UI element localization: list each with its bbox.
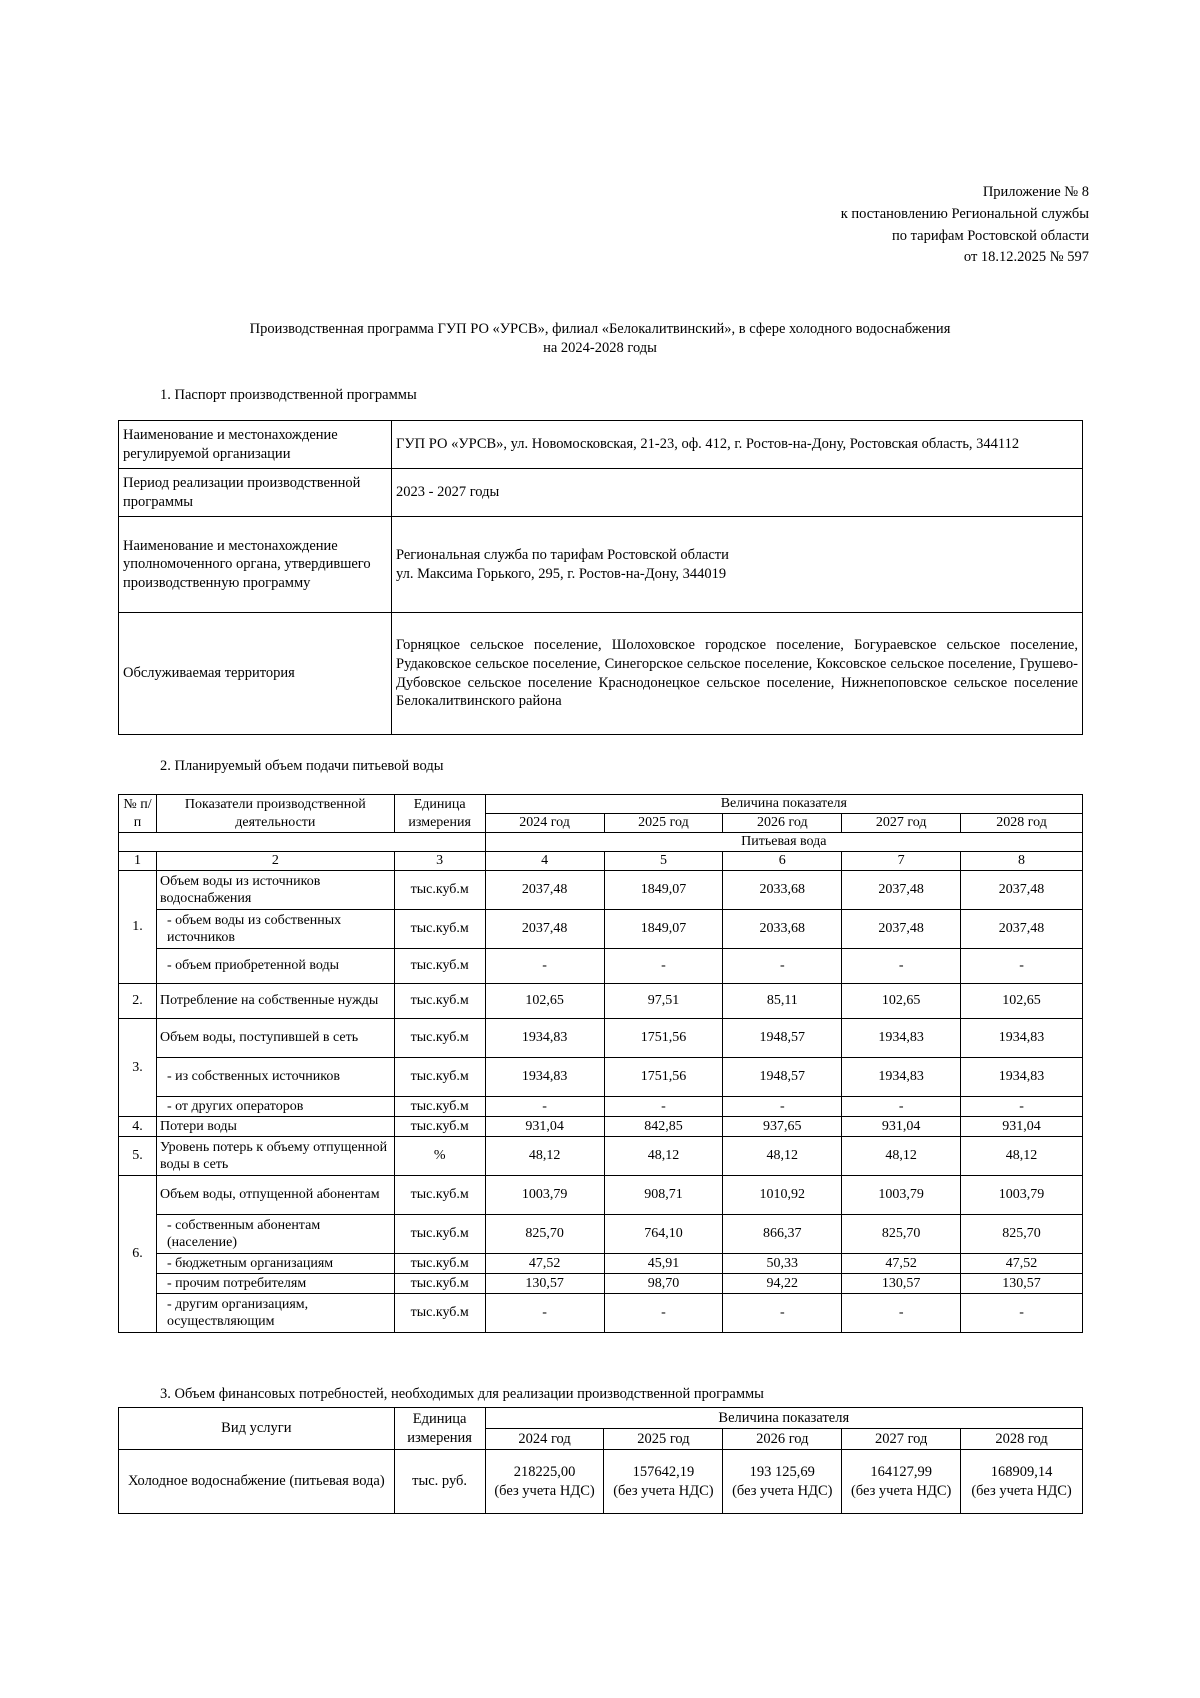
value-cell: -	[723, 1294, 842, 1333]
value-cell: 85,11	[723, 984, 842, 1019]
table-row	[119, 910, 1083, 949]
column-number: 6	[723, 852, 842, 871]
value-cell: 1010,92	[723, 1176, 842, 1215]
header-unit: Единица измерения	[394, 795, 485, 833]
table-row	[119, 1117, 1083, 1137]
table-row	[119, 1215, 1083, 1254]
passport-row	[119, 469, 1083, 517]
section1-heading: 1. Паспорт производственной программы	[160, 387, 417, 403]
fin-header-value: Величина показателя	[485, 1408, 1082, 1429]
value-cell: 48,12	[723, 1137, 842, 1176]
passport-label: Обслуживаемая территория	[119, 613, 392, 735]
indicator-name: Объем воды из источников водоснабжения	[156, 871, 394, 910]
value-cell: 1003,79	[961, 1176, 1083, 1215]
value-cell: 2033,68	[723, 910, 842, 949]
column-numbers-row	[119, 852, 1083, 871]
fin-header-year: 2025 год	[604, 1429, 723, 1450]
authority-name: Региональная служба по тарифам Ростовской области	[396, 546, 729, 563]
value-cell: 48,12	[842, 1137, 961, 1176]
value-cell: 1849,07	[604, 871, 723, 910]
value-cell: 94,22	[723, 1274, 842, 1294]
fin-note: (без учета НДС)	[613, 1482, 714, 1499]
table-row	[119, 949, 1083, 984]
indicator-name: Потери воды	[156, 1117, 394, 1137]
value-cell: -	[604, 1294, 723, 1333]
value-cell: 1003,79	[485, 1176, 604, 1215]
table-row	[119, 1097, 1083, 1117]
column-number: 4	[485, 852, 604, 871]
row-number: 4.	[119, 1117, 157, 1137]
value-cell: 1934,83	[961, 1019, 1083, 1058]
value-cell: 825,70	[485, 1215, 604, 1254]
value-cell: 47,52	[842, 1254, 961, 1274]
passport-value: ГУП РО «УРСВ», ул. Новомосковская, 21-23, оф. 412, г. Ростов-на-Дону, Ростовская область, 344112	[392, 421, 1083, 469]
value-cell: 2037,48	[842, 871, 961, 910]
value-cell: 45,91	[604, 1254, 723, 1274]
value-cell: 1948,57	[723, 1058, 842, 1097]
row-number: 3.	[119, 1019, 157, 1117]
value-cell: -	[961, 1097, 1083, 1117]
document-title	[118, 320, 1082, 358]
value-cell: 2037,48	[485, 910, 604, 949]
header-water-type: Питьевая вода	[485, 833, 1082, 852]
passport-row	[119, 613, 1083, 735]
passport-label: Наименование и местонахождение регулируемой организации	[119, 421, 392, 469]
passport-row	[119, 421, 1083, 469]
indicator-name: - объем воды из собственных источников	[156, 910, 394, 949]
table-row	[119, 1176, 1083, 1215]
fin-header-year: 2026 год	[723, 1429, 842, 1450]
value-cell: -	[723, 949, 842, 984]
table-row	[119, 1294, 1083, 1333]
value-cell: 931,04	[485, 1117, 604, 1137]
unit-cell: тыс.куб.м	[394, 984, 485, 1019]
table-row	[119, 871, 1083, 910]
passport-label: Наименование и местонахождение уполномоченного органа, утвердившего производственную программу	[119, 517, 392, 613]
passport-label: Период реализации производственной программы	[119, 469, 392, 517]
fin-note: (без учета НДС)	[494, 1482, 595, 1499]
water-supply-body	[119, 871, 1083, 1333]
indicator-name: - от других операторов	[156, 1097, 394, 1117]
value-cell: 2033,68	[723, 871, 842, 910]
authority-address: ул. Максима Горького, 295, г. Ростов-на-Дону, 344019	[396, 565, 727, 582]
value-cell: 102,65	[961, 984, 1083, 1019]
fin-header-year: 2028 год	[961, 1429, 1083, 1450]
header-year: 2024 год	[485, 814, 604, 833]
header-year: 2027 год	[842, 814, 961, 833]
indicator-name: Объем воды, поступившей в сеть	[156, 1019, 394, 1058]
annex-line-2: к постановлению Региональной службы	[840, 205, 1089, 222]
annex-line-4: от 18.12.2025 № 597	[963, 249, 1089, 266]
value-cell: 2037,48	[961, 871, 1083, 910]
fin-header-service: Вид услуги	[119, 1408, 395, 1450]
passport-value: 2023 - 2027 годы	[392, 469, 1083, 517]
unit-cell: тыс.куб.м	[394, 1294, 485, 1333]
value-cell: 48,12	[604, 1137, 723, 1176]
passport-value	[392, 517, 1083, 613]
passport-row	[119, 517, 1083, 613]
value-cell: 931,04	[842, 1117, 961, 1137]
value-cell: 1751,56	[604, 1019, 723, 1058]
value-cell: 825,70	[961, 1215, 1083, 1254]
fin-data-row	[119, 1450, 1083, 1514]
column-number: 1	[119, 852, 157, 871]
fin-value: 218225,00	[513, 1463, 576, 1480]
value-cell: 931,04	[961, 1117, 1083, 1137]
value-cell: 1934,83	[842, 1058, 961, 1097]
table-row	[119, 1019, 1083, 1058]
header-spacer	[119, 833, 486, 852]
header-water-row	[119, 833, 1083, 852]
unit-cell: тыс.куб.м	[394, 1058, 485, 1097]
row-number: 6.	[119, 1176, 157, 1333]
value-cell: 825,70	[842, 1215, 961, 1254]
value-cell: 764,10	[604, 1215, 723, 1254]
indicator-name: - объем приобретенной воды	[156, 949, 394, 984]
row-number: 2.	[119, 984, 157, 1019]
table-row	[119, 1274, 1083, 1294]
value-cell: 47,52	[961, 1254, 1083, 1274]
value-cell: 1948,57	[723, 1019, 842, 1058]
value-cell: 842,85	[604, 1117, 723, 1137]
value-cell: 908,71	[604, 1176, 723, 1215]
value-cell: 937,65	[723, 1117, 842, 1137]
value-cell: -	[842, 1097, 961, 1117]
fin-note: (без учета НДС)	[971, 1482, 1072, 1499]
column-number: 7	[842, 852, 961, 871]
column-number: 3	[394, 852, 485, 871]
value-cell: -	[842, 949, 961, 984]
unit-cell: тыс.куб.м	[394, 1117, 485, 1137]
financial-table	[118, 1407, 1083, 1514]
value-cell: 1934,83	[485, 1019, 604, 1058]
value-cell: 102,65	[842, 984, 961, 1019]
header-value: Величина показателя	[485, 795, 1082, 814]
column-number: 5	[604, 852, 723, 871]
value-cell: -	[485, 949, 604, 984]
fin-header-year: 2027 год	[842, 1429, 961, 1450]
annex-header	[841, 182, 1089, 269]
header-year: 2025 год	[604, 814, 723, 833]
indicator-name: - бюджетным организациям	[156, 1254, 394, 1274]
value-cell: 866,37	[723, 1215, 842, 1254]
unit-cell: тыс.куб.м	[394, 910, 485, 949]
value-cell: 98,70	[604, 1274, 723, 1294]
value-cell: 50,33	[723, 1254, 842, 1274]
value-cell: -	[604, 1097, 723, 1117]
annex-line-1: Приложение № 8	[982, 184, 1089, 200]
fin-service: Холодное водоснабжение (питьевая вода)	[119, 1450, 395, 1514]
unit-cell: тыс.куб.м	[394, 1097, 485, 1117]
unit-cell: тыс.куб.м	[394, 1019, 485, 1058]
fin-value-cell	[485, 1450, 604, 1514]
value-cell: 1849,07	[604, 910, 723, 949]
title-line-2: на 2024-2028 годы	[543, 339, 657, 356]
fin-value: 168909,14	[990, 1463, 1053, 1480]
fin-value-cell	[723, 1450, 842, 1514]
indicator-name: Уровень потерь к объему отпущенной воды в сеть	[156, 1137, 394, 1176]
fin-header-unit: Единица измерения	[394, 1408, 485, 1450]
fin-unit: тыс. руб.	[394, 1450, 485, 1514]
fin-value: 164127,99	[870, 1463, 932, 1480]
section2-heading: 2. Планируемый объем подачи питьевой воды	[160, 758, 444, 774]
column-number: 8	[961, 852, 1083, 871]
value-cell: 1751,56	[604, 1058, 723, 1097]
indicator-name: - собственным абонентам (население)	[156, 1215, 394, 1254]
header-indicator: Показатели производственной деятельности	[156, 795, 394, 833]
table-row	[119, 1058, 1083, 1097]
header-row	[119, 795, 1083, 814]
annex-line-3: по тарифам Ростовской области	[892, 227, 1089, 244]
water-supply-table	[118, 794, 1083, 1333]
passport-value: Горняцкое сельское поселение, Шолоховское городское поселение, Богураевское сельское поселение, Рудаковское сельское поселение, Синегорское сельское поселение, Коксовское сельское поселение, Грушево-Дубовское сельское поселение Краснодонецкое сельское поселение, Нижнепоповское сельское поселение Белокалитвинского района	[392, 613, 1083, 735]
indicator-name: - из собственных источников	[156, 1058, 394, 1097]
value-cell: -	[604, 949, 723, 984]
value-cell: -	[961, 949, 1083, 984]
value-cell: 97,51	[604, 984, 723, 1019]
passport-table	[118, 420, 1083, 735]
indicator-name: Объем воды, отпущенной абонентам	[156, 1176, 394, 1215]
fin-value-cell	[842, 1450, 961, 1514]
indicator-name: Потребление на собственные нужды	[156, 984, 394, 1019]
row-number: 5.	[119, 1137, 157, 1176]
value-cell: 2037,48	[485, 871, 604, 910]
value-cell: 130,57	[961, 1274, 1083, 1294]
fin-value: 193 125,69	[749, 1463, 815, 1480]
header-num: № п/п	[119, 795, 157, 833]
value-cell: 130,57	[842, 1274, 961, 1294]
table-row	[119, 1137, 1083, 1176]
fin-header-row	[119, 1408, 1083, 1429]
unit-cell: тыс.куб.м	[394, 1215, 485, 1254]
indicator-name: - другим организациям, осуществляющим	[156, 1294, 394, 1333]
value-cell: 47,52	[485, 1254, 604, 1274]
section3-heading: 3. Объем финансовых потребностей, необходимых для реализации производственной программы	[160, 1386, 764, 1402]
unit-cell: тыс.куб.м	[394, 871, 485, 910]
fin-note: (без учета НДС)	[850, 1482, 952, 1499]
value-cell: 2037,48	[842, 910, 961, 949]
indicator-name: - прочим потребителям	[156, 1274, 394, 1294]
value-cell: 130,57	[485, 1274, 604, 1294]
header-year: 2028 год	[961, 814, 1083, 833]
unit-cell: %	[394, 1137, 485, 1176]
value-cell: 48,12	[961, 1137, 1083, 1176]
column-number: 2	[156, 852, 394, 871]
value-cell: -	[961, 1294, 1083, 1333]
value-cell: -	[485, 1097, 604, 1117]
value-cell: 1934,83	[961, 1058, 1083, 1097]
fin-value-cell	[604, 1450, 723, 1514]
unit-cell: тыс.куб.м	[394, 1176, 485, 1215]
unit-cell: тыс.куб.м	[394, 949, 485, 984]
header-year: 2026 год	[723, 814, 842, 833]
value-cell: 48,12	[485, 1137, 604, 1176]
fin-header-year: 2024 год	[485, 1429, 604, 1450]
unit-cell: тыс.куб.м	[394, 1274, 485, 1294]
value-cell: 2037,48	[961, 910, 1083, 949]
unit-cell: тыс.куб.м	[394, 1254, 485, 1274]
fin-value: 157642,19	[632, 1463, 695, 1480]
value-cell: -	[485, 1294, 604, 1333]
fin-note: (без учета НДС)	[732, 1482, 833, 1499]
value-cell: -	[723, 1097, 842, 1117]
row-number: 1.	[119, 871, 157, 984]
value-cell: 1934,83	[842, 1019, 961, 1058]
table-row	[119, 984, 1083, 1019]
title-line-1: Производственная программа ГУП РО «УРСВ», филиал «Белокалитвинский», в сфере холодного водоснабжения	[249, 321, 951, 337]
value-cell: 1934,83	[485, 1058, 604, 1097]
value-cell: 102,65	[485, 984, 604, 1019]
value-cell: 1003,79	[842, 1176, 961, 1215]
value-cell: -	[842, 1294, 961, 1333]
table-row	[119, 1254, 1083, 1274]
fin-value-cell	[961, 1450, 1083, 1514]
